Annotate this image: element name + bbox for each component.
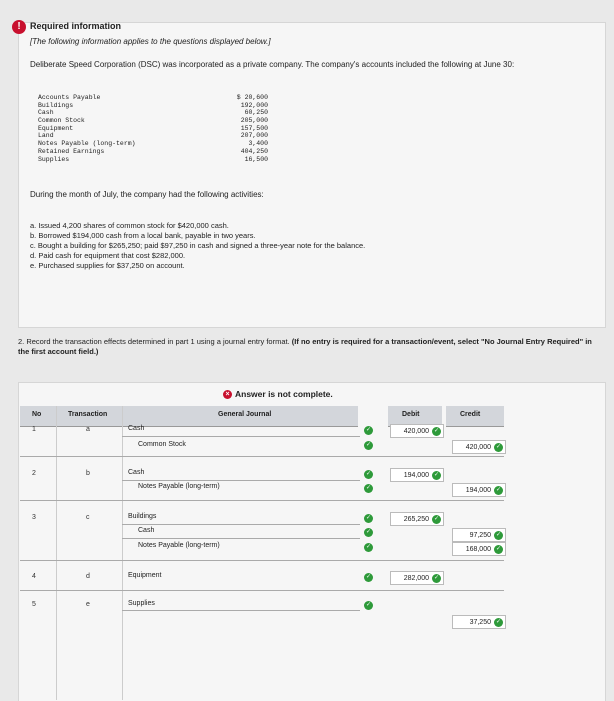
account-row: Land 207,000 <box>38 132 268 140</box>
entry-no: 4 <box>32 573 36 580</box>
credit-input[interactable]: 97,250 ✓ <box>452 528 506 542</box>
accounts-list <box>38 94 268 163</box>
table-header-left: No Transaction General Journal <box>20 406 358 427</box>
account-row: Equipment 157,500 <box>38 124 268 132</box>
check-icon: ✓ <box>365 574 372 580</box>
debit-input[interactable]: 265,250 ✓ <box>390 512 444 526</box>
incomplete-icon: × <box>223 390 232 399</box>
row-divider <box>122 610 360 611</box>
check-icon: ✓ <box>495 444 502 450</box>
account-cell[interactable]: Notes Payable (long-term) <box>138 483 220 490</box>
row-divider <box>20 590 504 591</box>
credit-input[interactable]: 194,000 ✓ <box>452 483 506 497</box>
activity-item: a. Issued 4,200 shares of common stock for $420,000 cash. <box>30 221 229 230</box>
account-cell[interactable]: Supplies <box>128 600 155 607</box>
entry-transaction: e <box>86 601 90 608</box>
answer-status: × Answer is not complete. <box>223 389 333 399</box>
table-header-debit: Debit <box>388 406 442 427</box>
column-divider <box>56 406 57 700</box>
activity-item: c. Bought a building for $265,250; paid $97,250 in cash and signed a three-year note for the balance. <box>30 241 366 250</box>
account-row: Buildings 192,000 <box>38 101 268 109</box>
row-divider <box>122 436 360 437</box>
account-row: Retained Earnings 404,250 <box>38 147 268 155</box>
account-cell[interactable]: Cash <box>128 425 145 432</box>
company-intro: Deliberate Speed Corporation (DSC) was incorporated as a private company. The company's accounts included the following at June 30: <box>30 60 515 69</box>
check-icon: ✓ <box>495 619 502 625</box>
check-icon: ✓ <box>365 442 372 448</box>
check-icon: ✓ <box>365 485 372 491</box>
journal-panel <box>18 382 606 701</box>
column-divider <box>122 406 123 700</box>
credit-input[interactable]: 37,250 ✓ <box>452 615 506 629</box>
debit-input[interactable]: 282,000 ✓ <box>390 571 444 585</box>
entry-transaction: a <box>86 426 90 433</box>
account-row: Common Stock 205,000 <box>38 117 268 125</box>
entry-no: 1 <box>32 426 36 433</box>
check-icon: ✓ <box>433 472 440 478</box>
account-cell[interactable]: Cash <box>128 469 145 476</box>
info-note: [The following information applies to the questions displayed below.] <box>30 37 271 46</box>
row-divider <box>20 500 504 501</box>
activity-item: d. Paid cash for equipment that cost $282,000. <box>30 251 186 260</box>
account-cell[interactable]: Buildings <box>128 513 157 520</box>
alert-icon: ! <box>12 20 26 34</box>
entry-no: 2 <box>32 470 36 477</box>
check-icon: ✓ <box>365 515 372 521</box>
entry-transaction: d <box>86 573 90 580</box>
activity-item: b. Borrowed $194,000 cash from a local bank, payable in two years. <box>30 231 256 240</box>
account-row: Supplies 16,500 <box>38 155 268 163</box>
credit-input[interactable]: 168,000 ✓ <box>452 542 506 556</box>
debit-input[interactable]: 194,000 ✓ <box>390 468 444 482</box>
table-header-credit: Credit <box>446 406 504 427</box>
debit-input[interactable]: 420,000 ✓ <box>390 424 444 438</box>
account-row: Accounts Payable $ 20,600 <box>38 94 268 101</box>
required-info-title: Required information <box>30 21 122 31</box>
account-row: Cash 60,250 <box>38 109 268 117</box>
check-icon: ✓ <box>495 487 502 493</box>
check-icon: ✓ <box>495 532 502 538</box>
account-cell[interactable]: Notes Payable (long-term) <box>138 542 220 549</box>
check-icon: ✓ <box>433 428 440 434</box>
activities-list <box>30 221 365 271</box>
check-icon: ✓ <box>365 427 372 433</box>
row-divider <box>122 524 360 525</box>
account-cell[interactable]: Equipment <box>128 572 162 579</box>
entry-no: 3 <box>32 514 36 521</box>
activity-item: e. Purchased supplies for $37,250 on account. <box>30 261 185 270</box>
check-icon: ✓ <box>365 602 372 608</box>
check-icon: ✓ <box>365 544 372 550</box>
account-row: Notes Payable (long-term) 3,400 <box>38 140 268 148</box>
check-icon: ✓ <box>365 529 372 535</box>
during-month-text: During the month of July, the company had the following activities: <box>30 190 264 199</box>
check-icon: ✓ <box>433 575 440 581</box>
check-icon: ✓ <box>433 516 440 522</box>
account-cell[interactable]: Common Stock <box>138 441 186 448</box>
entry-transaction: b <box>86 470 90 477</box>
credit-input[interactable]: 420,000 ✓ <box>452 440 506 454</box>
check-icon: ✓ <box>495 546 502 552</box>
check-icon: ✓ <box>365 471 372 477</box>
row-divider <box>20 560 504 561</box>
row-divider <box>20 456 504 457</box>
account-cell[interactable]: Cash <box>138 527 155 534</box>
entry-no: 5 <box>32 601 36 608</box>
question-text: 2. Record the transaction effects determined in part 1 using a journal entry format. (If no entry is required for a transaction/event, select "No Journal Entry Required" in the first account field.) <box>18 337 592 356</box>
entry-transaction: c <box>86 514 90 521</box>
